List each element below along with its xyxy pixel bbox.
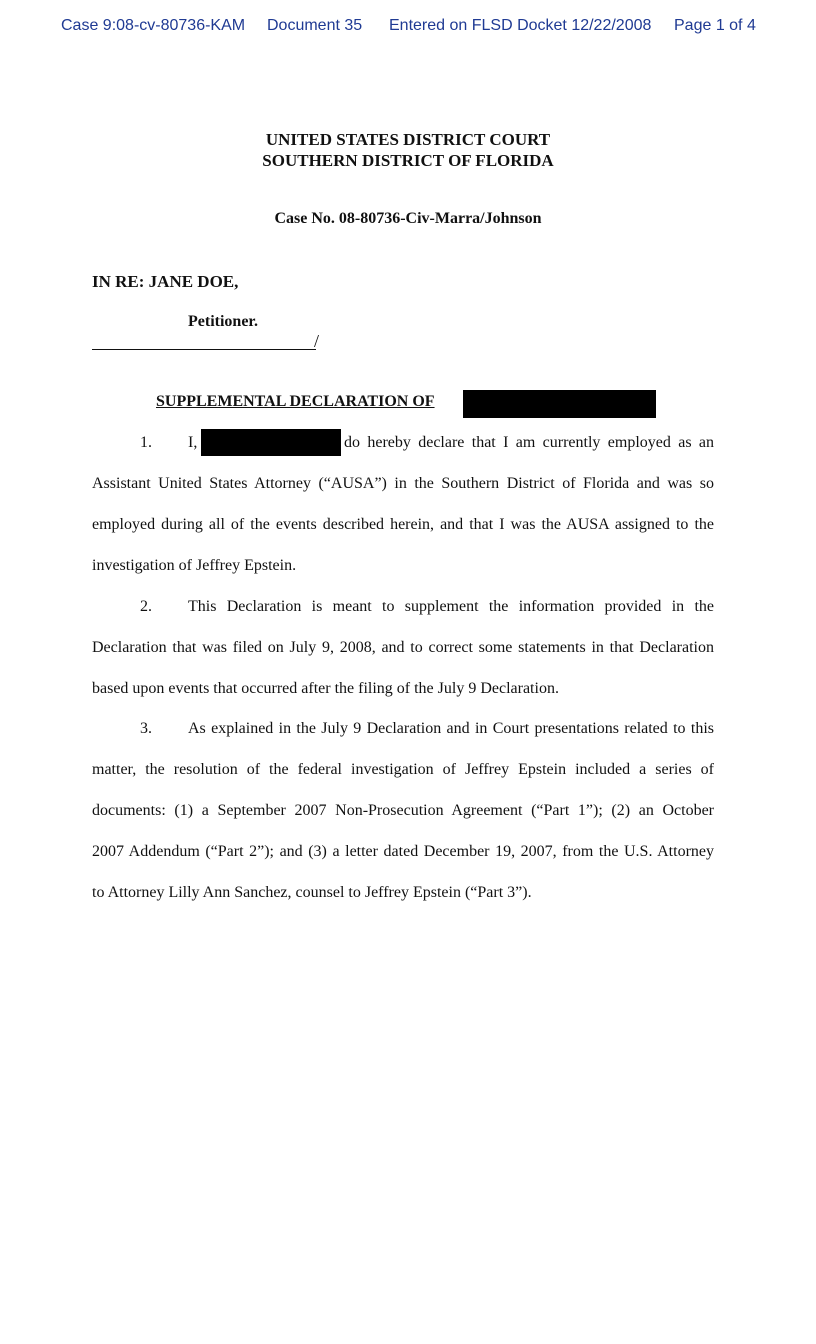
court-district: SOUTHERN DISTRICT OF FLORIDA bbox=[262, 151, 554, 170]
paragraph-1-line-1: do hereby declare that I am currently employed as an bbox=[344, 434, 714, 451]
paragraph-3-line-5: to Attorney Lilly Ann Sanchez, counsel to Jeffrey Epstein (“Part 3”). bbox=[92, 884, 532, 901]
stamp-entered-date: Entered on FLSD Docket 12/22/2008 bbox=[389, 17, 652, 34]
paragraph-2-number: 2. bbox=[140, 598, 152, 615]
paragraph-1-line-4: investigation of Jeffrey Epstein. bbox=[92, 557, 297, 574]
paragraph-2-line-2: Declaration that was filed on July 9, 2008, and to correct some statements in that Declaration bbox=[92, 639, 714, 656]
court-heading bbox=[0, 129, 816, 171]
case-number: Case No. 08-80736-Civ-Marra/Johnson bbox=[274, 210, 542, 227]
stamp-page-count: Page 1 of 4 bbox=[674, 17, 756, 34]
paragraph-1-line-2: Assistant United States Attorney (“AUSA”) in the Southern District of Florida and was so bbox=[92, 475, 714, 492]
stamp-case-number: Case 9:08-cv-80736-KAM bbox=[61, 17, 246, 34]
paragraph-3-line-4: 2007 Addendum (“Part 2”); and (3) a letter dated December 19, 2007, from the U.S. Attorney bbox=[92, 843, 714, 860]
paragraph-3-line-1: As explained in the July 9 Declaration and in Court presentations related to this bbox=[188, 720, 714, 737]
caption-slash: / bbox=[314, 331, 320, 351]
paragraph-1-line-3: employed during all of the events described herein, and that I was the AUSA assigned to the bbox=[92, 516, 714, 533]
declaration-title: SUPPLEMENTAL DECLARATION OF bbox=[156, 393, 435, 410]
paragraph-3-number: 3. bbox=[140, 720, 152, 737]
stamp-document-number: Document 35 bbox=[267, 17, 363, 34]
caption-signature-line bbox=[92, 349, 316, 350]
docket-stamp bbox=[61, 17, 755, 37]
court-name: UNITED STATES DISTRICT COURT bbox=[265, 130, 551, 149]
redaction-box-name bbox=[201, 429, 341, 456]
paragraph-3-line-3: documents: (1) a September 2007 Non-Prosecution Agreement (“Part 1”); (2) an October bbox=[92, 802, 714, 819]
paragraph-1-number: 1. bbox=[140, 434, 152, 451]
paragraph-3-line-2: matter, the resolution of the federal investigation of Jeffrey Epstein included a series of bbox=[92, 761, 714, 778]
caption-in-re: IN RE: JANE DOE, bbox=[92, 272, 239, 291]
paragraph-2-line-1: This Declaration is meant to supplement the information provided in the bbox=[188, 598, 714, 615]
paragraph-1-lead: I, bbox=[188, 434, 198, 451]
paragraph-2-line-3: based upon events that occurred after the filing of the July 9 Declaration. bbox=[92, 680, 559, 697]
redaction-box-title bbox=[463, 390, 656, 418]
caption-petitioner: Petitioner. bbox=[188, 313, 259, 330]
